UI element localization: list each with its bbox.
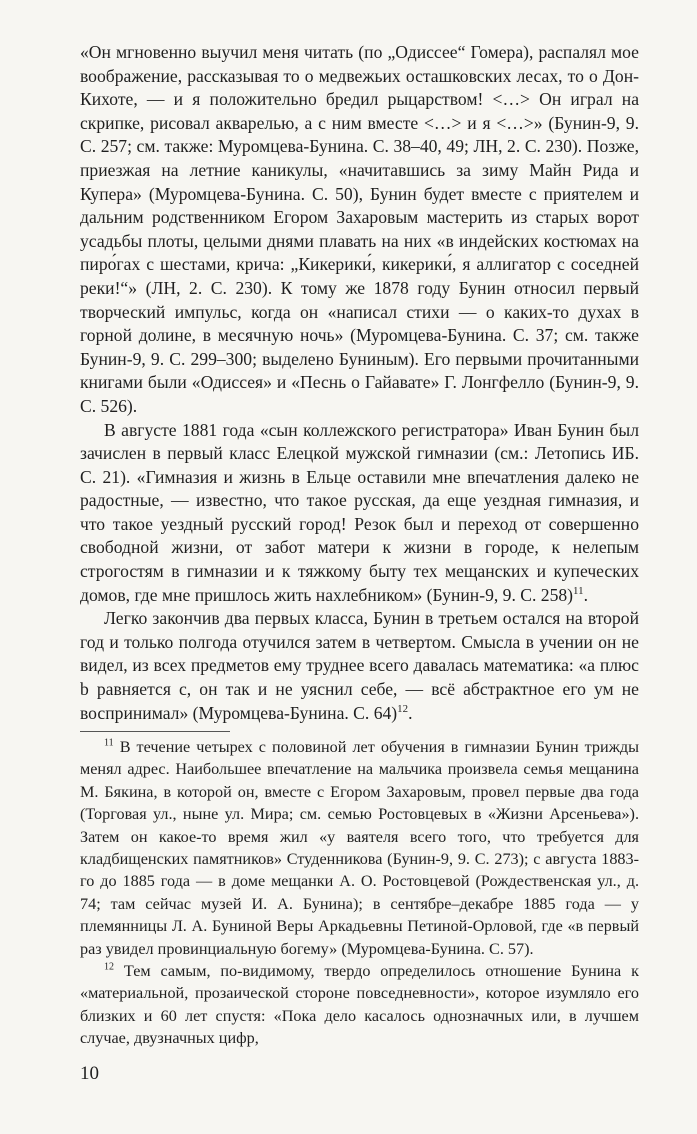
paragraph-3: [80, 607, 639, 725]
footnote-11: [80, 736, 639, 960]
footnote-divider: [80, 731, 230, 732]
paragraph-2-end: .: [583, 584, 588, 605]
paragraph-2: [80, 419, 639, 608]
paragraph-2-text: В августе 1881 года «сын коллежского регистратора» Иван Бунин был зачислен в первый класс Елецкой мужской гимназии (см.: Летопись ИБ. С. 21). «Гимназия и жизнь в Ельце оставили мне впечатления далеко не радостные, — известно, что такое русская, да еще уездная гимназия, и что такое уездный русский город! Резок был и переход от совершенно свободной жизни, от забот матери к жизни в городе, к нелепым строгостям в гимназии и к тяжкому быту тех мещанских и купеческих домов, где мне пришлось жить нахлебником» (Бунин-9, 9. С. 258): [80, 419, 639, 605]
footnote-12-text: Тем самым, по-видимому, твердо определилось отношение Бунина к «материальной, прозаической стороне повседневности», которое изумляло его близких и 60 лет спустя: «Пока дело касалось однозначных или, в лучшем случае, двузначных цифр,: [80, 962, 639, 1048]
footnotes: [80, 736, 639, 1050]
paragraph-3-text: Легко закончив два первых класса, Бунин в третьем остался на второй год и только полгода отучился затем в четвертом. Смысла в учении он не видел, из всех предметов ему труднее всего давалась математика: «а плюс b равняется c, он так и не уяснил себе, — всё абстрактное его ум не воспринимал» (Муромцева-Бунина. С. 64): [80, 608, 639, 723]
paragraph-1-text: «Он мгновенно выучил меня читать (по „Одиссее“ Гомера), распалял мое воображение, рассказывая то о медвежьих осташковских лесах, то о Дон-Кихоте, — и я положительно бредил рыцарством! <…> Он играл на скрипке, рисовал акварелью, а с ним вместе <…> и я <…>» (Бунин-9, 9. С. 257; см. также: Муромцева-Бунина. С. 38–40, 49; ЛН, 2. С. 230). Позже, приезжая на летние каникулы, «начитавшись за зиму Майн Рида и Купера» (Муромцева-Бунина. С. 50), Бунин будет вместе с приятелем и дальним родственником Егором Захаровым мастерить из старых ворот усадьбы плоты, целыми днями плавать на них «в индейских костюмах на пиро́гах с шестами, крича: „Кикерики́, кикерики́, я аллигатор с соседней реки!“» (ЛН, 2. С. 230). К тому же 1878 году Бунин относил первый творческий импульс, когда он «написал стихи — о каких-то духах в горной долине, в месячную ночь» (Муромцева-Бунина. С. 37; см. также Бунин-9, 9. С. 299–300; выделено Буниным). Его первыми прочитанными книгами были «Одиссея» и «Песнь о Гайавате» Г. Лонгфелло (Бунин-9, 9. С. 526).: [80, 42, 639, 416]
paragraph-3-end: .: [408, 702, 413, 723]
main-text: [80, 41, 639, 725]
footnote-11-text: В течение четырех с половиной лет обучения в гимназии Бунин трижды менял адрес. Наибольшее впечатление на мальчика произвела семья мещанина М. Бякина, в которой он, вместе с Егором Захаровым, провел первые два года (Торговая ул., ныне ул. Мира; см. семью Ростовцевых в «Жизни Арсеньева»). Затем он какое-то время жил «у ваятеля всего того, что требуется для кладбищенских памятников» Студенникова (Бунин-9, 9. С. 273); с августа 1883-го до 1885 года — в доме мещанки А. О. Ростовцевой (Рождественская ул., д. 74; там сейчас музей И. А. Бунина); в сентябре–декабре 1885 года — у племянницы Л. А. Буниной Веры Аркадьевны Петиной-Орловой, где «в первый раз увидел провинциальную богему» (Муромцева-Бунина. С. 57).: [80, 738, 639, 958]
paragraph-1: [80, 41, 639, 419]
footnote-12-mark: 12: [104, 961, 115, 973]
footnote-ref-11[interactable]: 11: [573, 584, 584, 597]
footnote-11-mark: 11: [104, 737, 114, 749]
footnote-ref-12[interactable]: 12: [397, 702, 409, 715]
page-number: 10: [80, 1063, 99, 1084]
footnote-12: [80, 960, 639, 1050]
